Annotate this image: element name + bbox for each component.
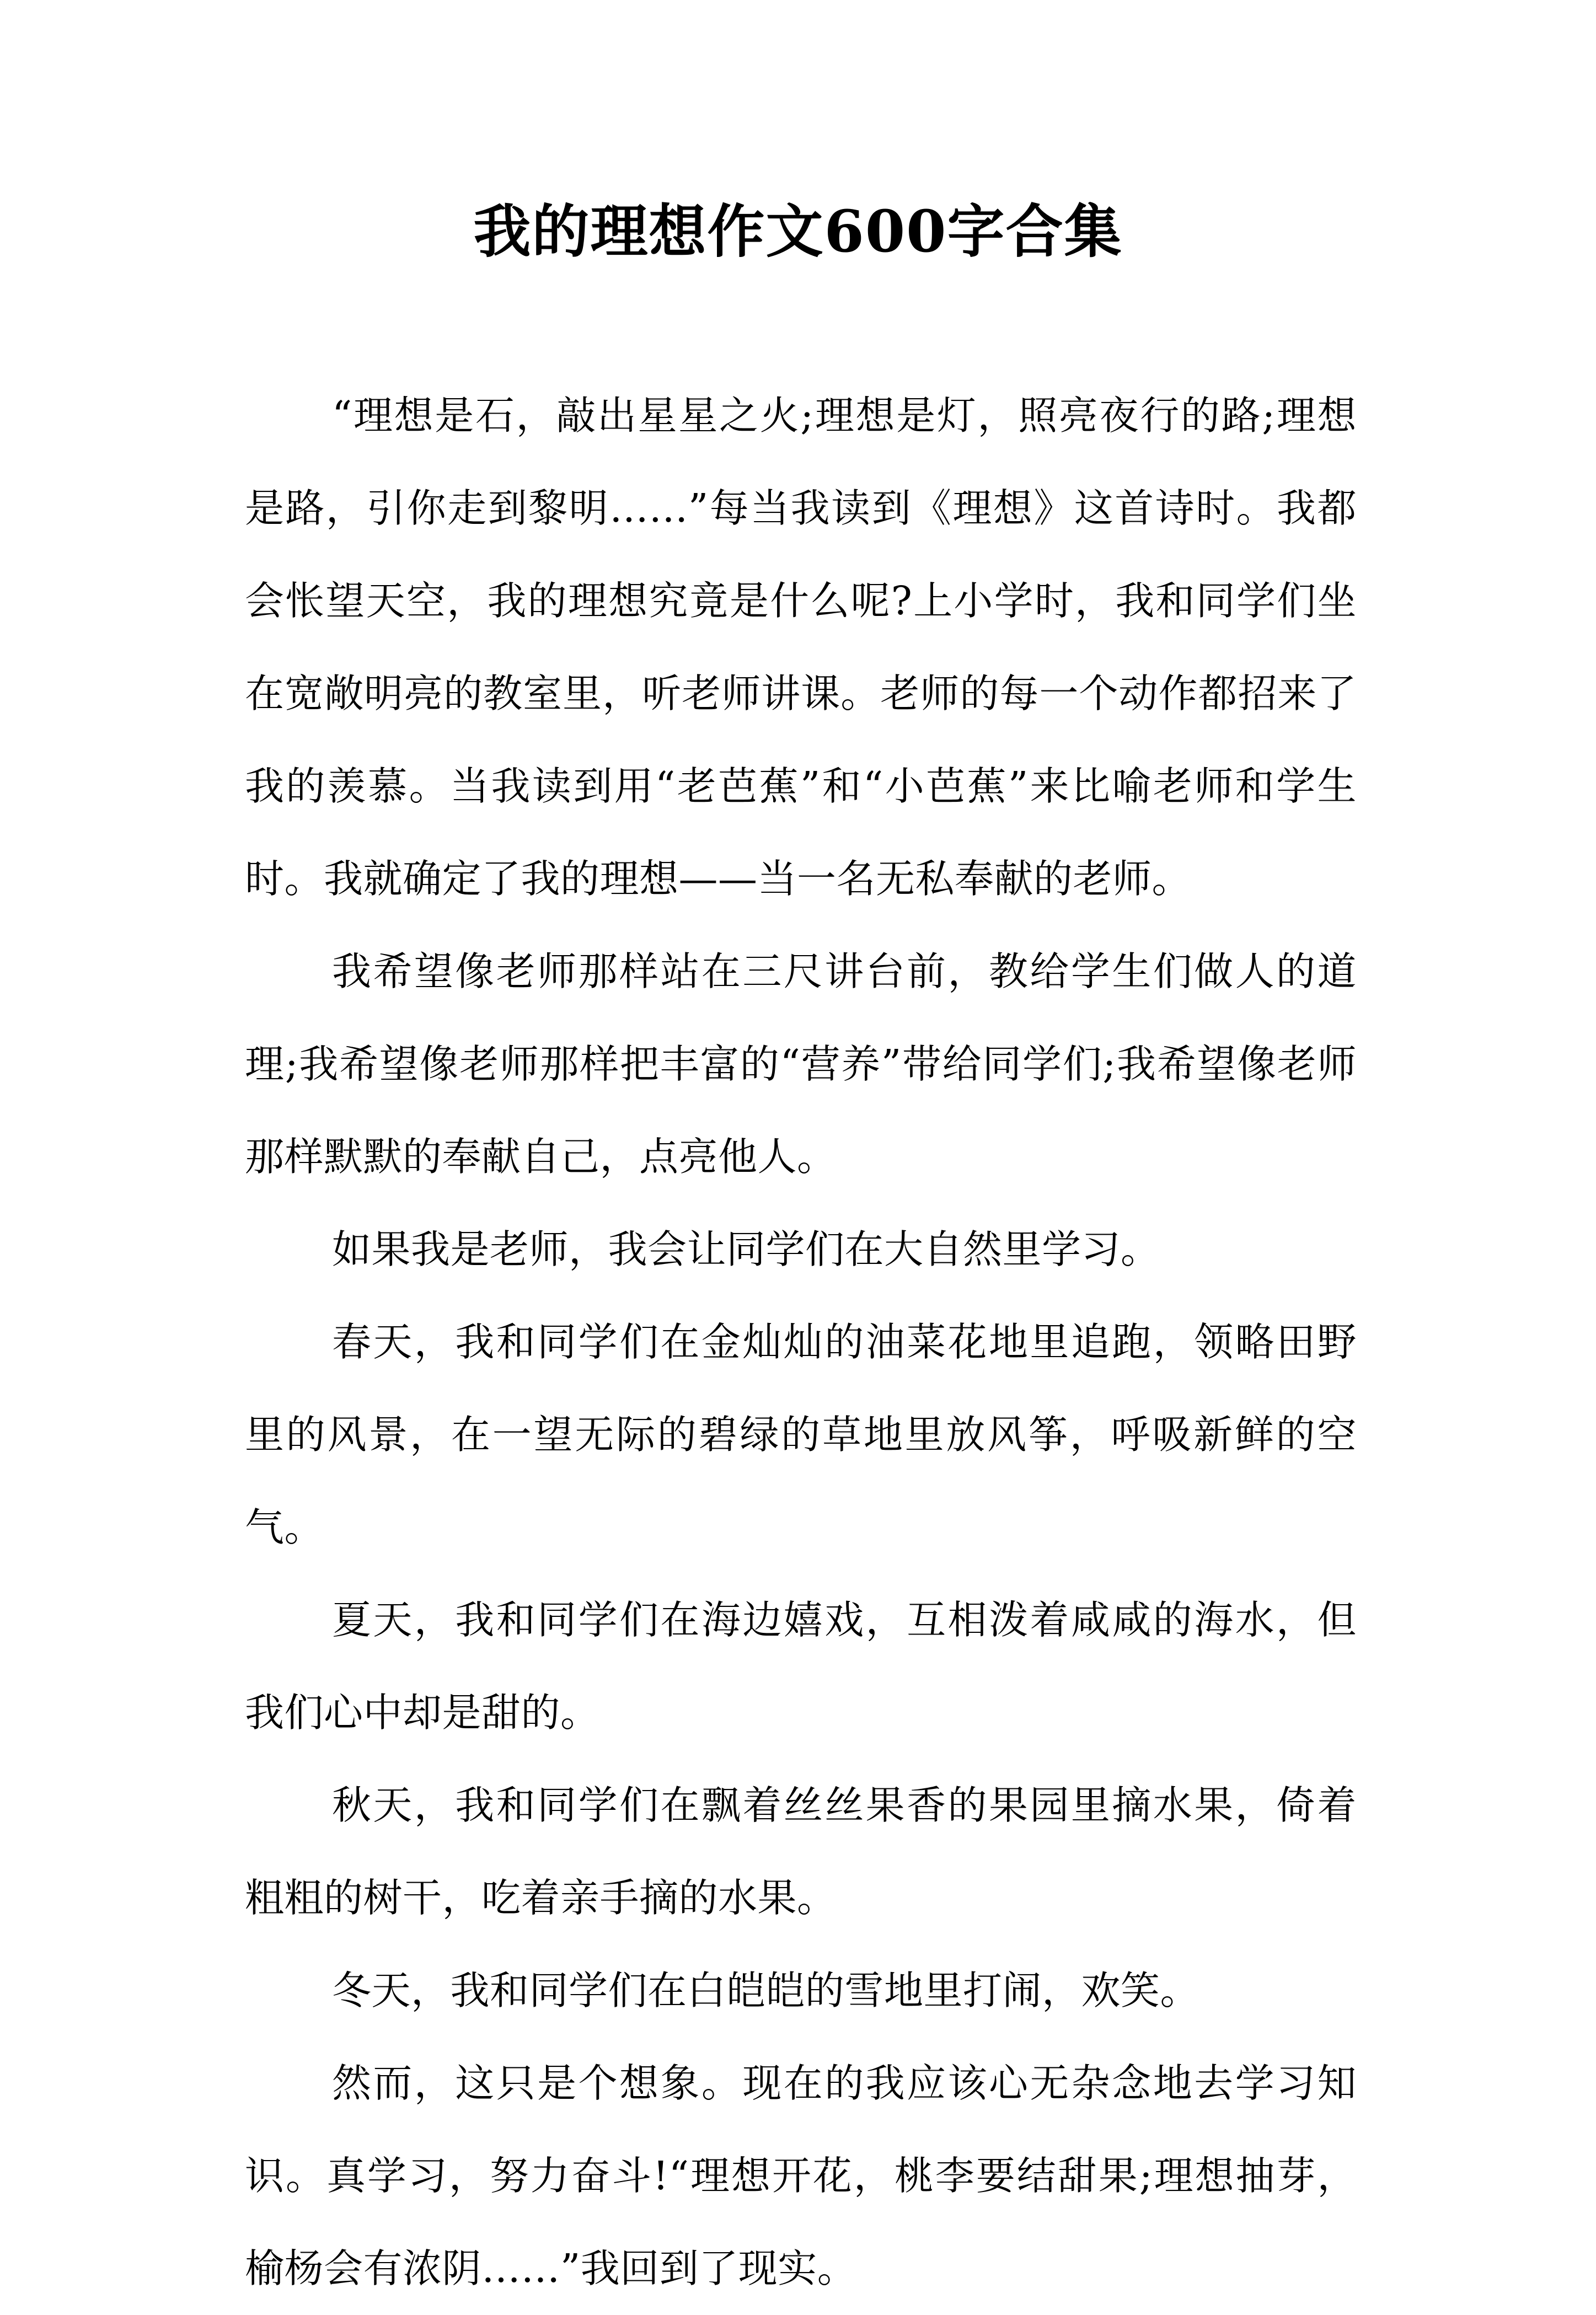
paragraph: 然而，这只是个想象。现在的我应该心无杂念地去学习知识。真学习，努力奋斗!“理想开花，桃李要结甜果;理想抽芽，榆杨会有浓阴……”我回到了现实。 [245, 2060, 1357, 2291]
paragraph: 我希望像老师那样站在三尺讲台前，教给学生们做人的道理;我希望像老师那样把丰富的“营养”带给同学们;我希望像老师那样默默的奉献自己，点亮他人。 [245, 948, 1357, 1180]
document-body [245, 369, 1357, 2315]
paragraph: 冬天，我和同学们在白皑皑的雪地里打闹，欢笑。 [332, 1968, 1200, 2013]
paragraph: 春天，我和同学们在金灿灿的油菜花地里追跑，领略田野里的风景，在一望无际的碧绿的草地里放风筝，呼吸新鲜的空气。 [245, 1319, 1357, 1550]
document-title: 我的理想作文600字合集 [473, 197, 1123, 265]
paragraph: 夏天，我和同学们在海边嬉戏，互相泼着咸咸的海水，但我们心中却是甜的。 [245, 1597, 1357, 1735]
paragraph: 如果我是老师，我会让同学们在大自然里学习。 [332, 1226, 1160, 1272]
paragraph: 秋天，我和同学们在飘着丝丝果香的果园里摘水果，倚着粗粗的树干，吃着亲手摘的水果。 [245, 1782, 1357, 1921]
paragraph: “理想是石，敲出星星之火;理想是灯，照亮夜行的路;理想是路，引你走到黎明……”每当我读到《理想》这首诗时。我都会怅望天空，我的理想究竟是什么呢?上小学时，我和同学们坐在宽敞明亮的教室里，听老师讲课。老师的每一个动作都招来了我的羡慕。当我读到用“老芭蕉”和“小芭蕉”来比喻老师和学生时。我就确定了我的理想——当一名无私奉献的老师。 [245, 393, 1357, 902]
